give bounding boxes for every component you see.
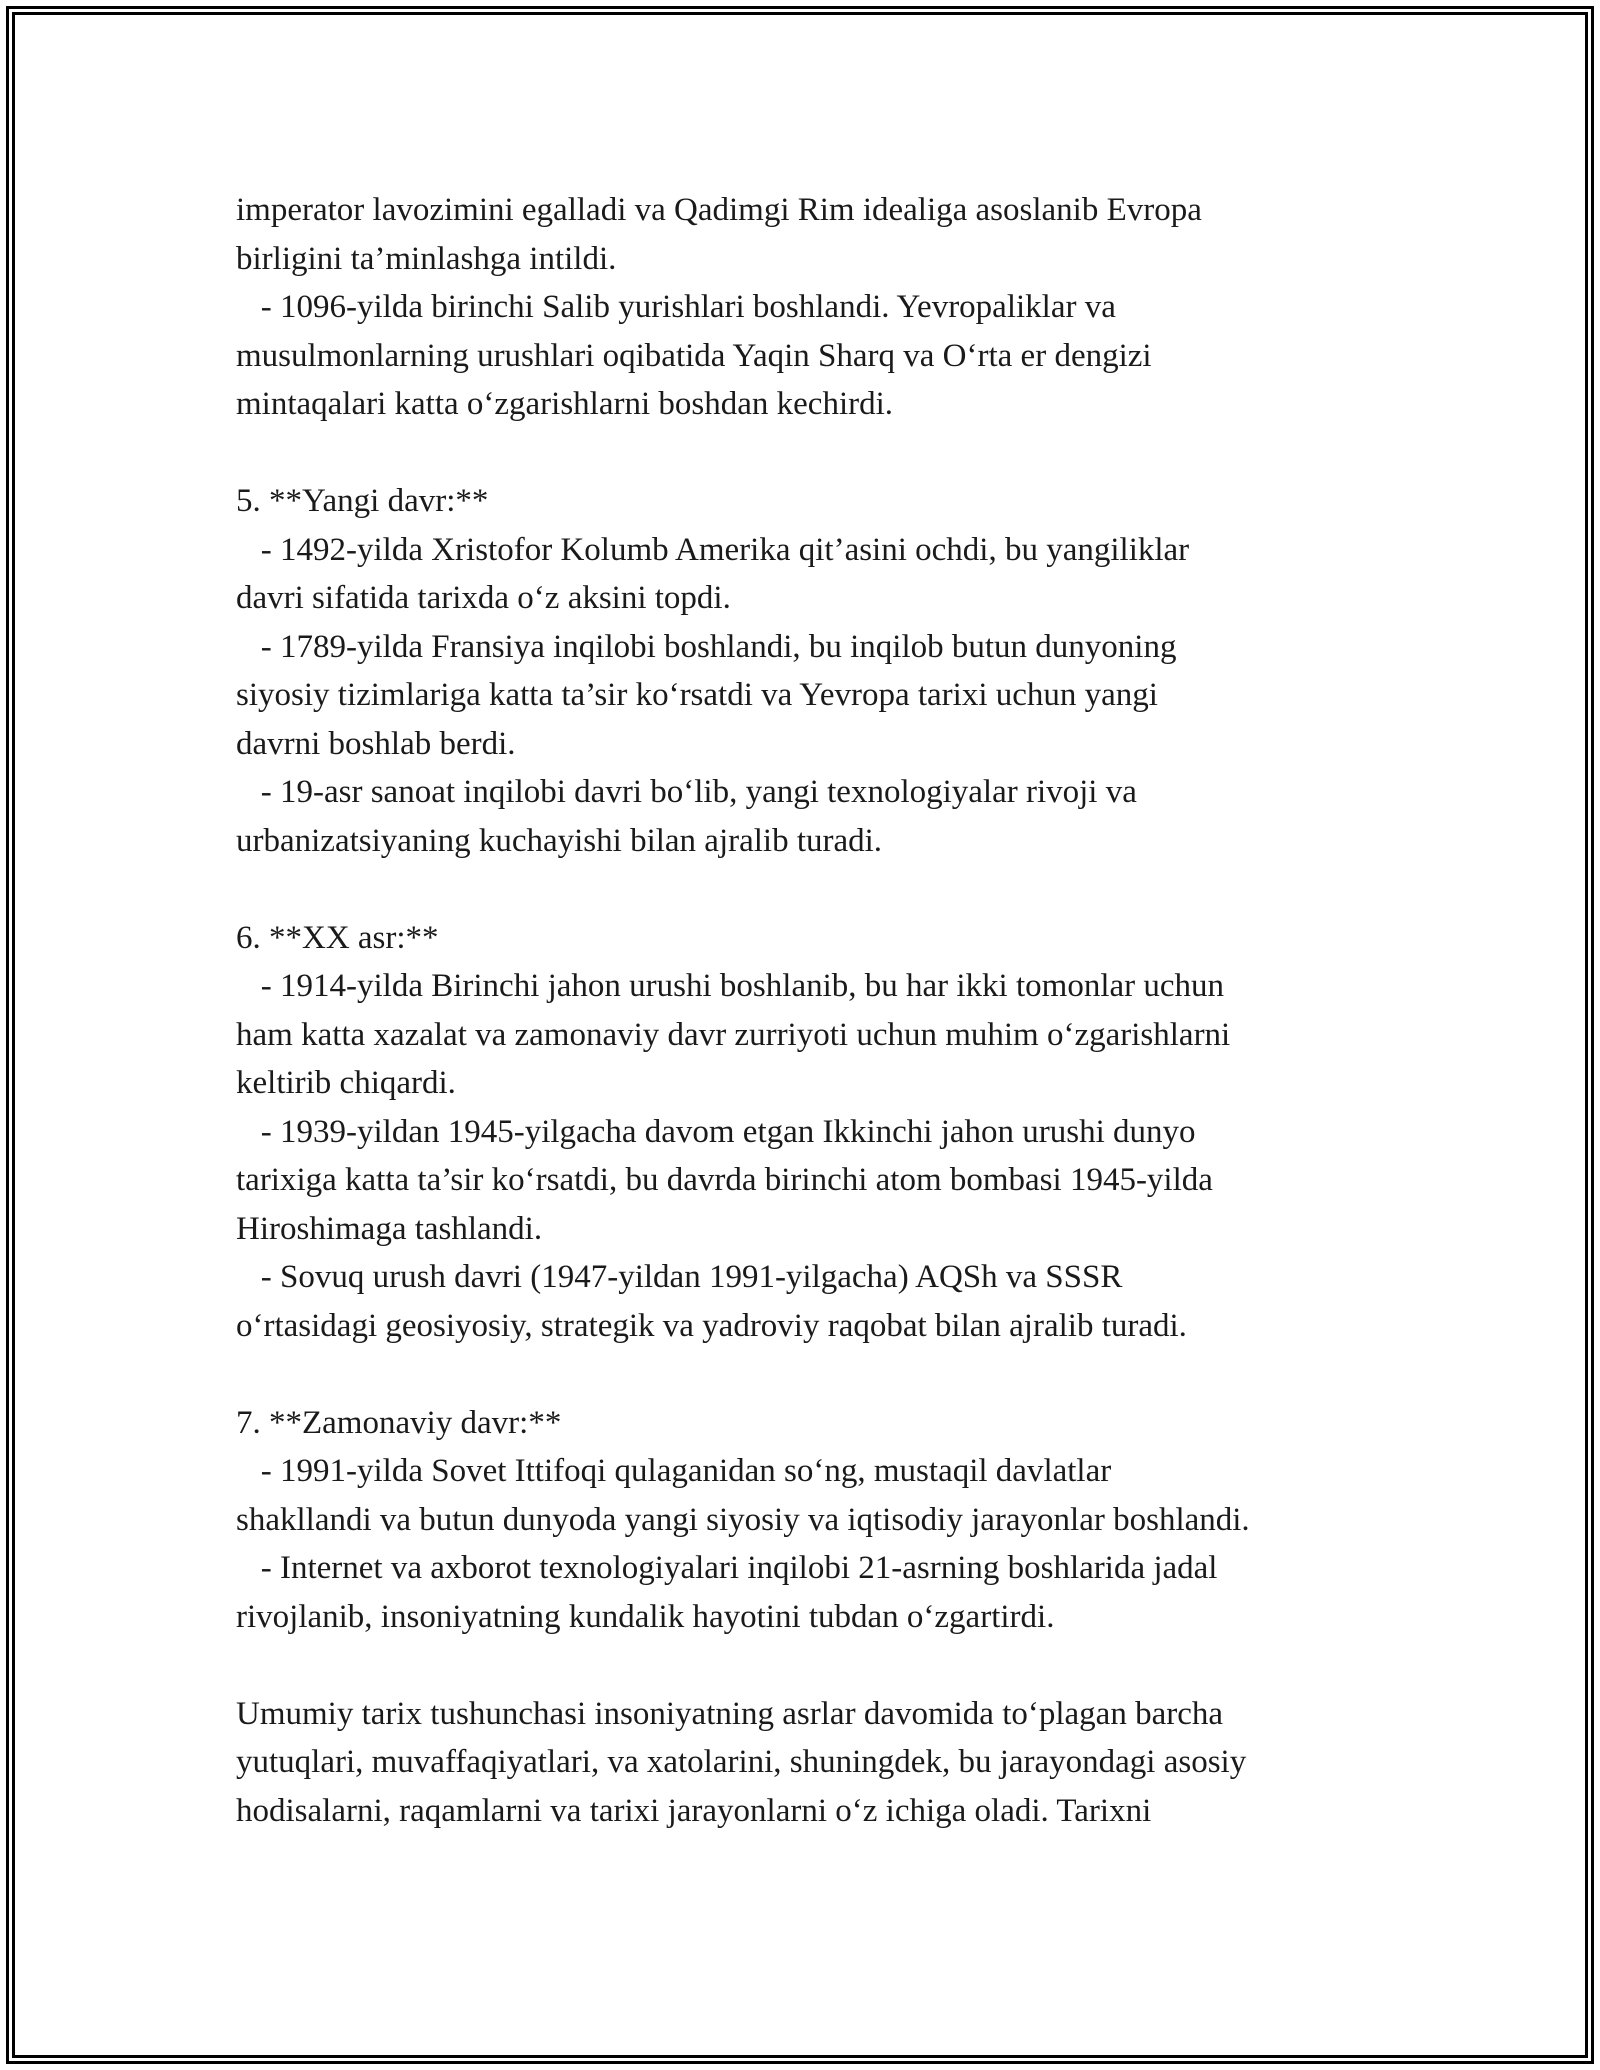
text-line: hodisalarni, raqamlarni va tarixi jarayonlarni o‘z ichiga oladi. Tarixni bbox=[236, 1792, 1152, 1829]
blank-line bbox=[236, 1641, 1406, 1690]
text-line: yutuqlari, muvaffaqiyatlari, va xatolarini, shuningdek, bu jarayondagi asosiy bbox=[236, 1744, 1247, 1780]
text-line: - 1991-yilda Sovet Ittifoqi qulaganidan so‘ng, mustaqil davlatlar bbox=[236, 1453, 1112, 1489]
text-line: imperator lavozimini egalladi va Qadimgi Rim idealiga asoslanib Evropa bbox=[236, 192, 1202, 228]
text-line: - 1096-yilda birinchi Salib yurishlari boshlandi. Yevropaliklar va bbox=[236, 289, 1116, 325]
text-line: - 19-asr sanoat inqilobi davri bo‘lib, yangi texnologiyalar rivoji va bbox=[236, 774, 1137, 810]
blank-line bbox=[236, 865, 1406, 914]
text-line: 7. **Zamonaviy davr:** bbox=[236, 1404, 562, 1441]
text-line: 5. **Yangi davr:** bbox=[236, 483, 489, 519]
text-line: Umumiy tarix tushunchasi insoniyatning asrlar davomida to‘plagan barcha bbox=[236, 1695, 1224, 1732]
text-line: mintaqalari katta o‘zgarishlarni boshdan kechirdi. bbox=[236, 386, 894, 422]
blank-line bbox=[236, 1350, 1406, 1399]
text-line: musulmonlarning urushlari oqibatida Yaqin Sharq va O‘rta er dengizi bbox=[236, 337, 1152, 374]
text-line: - Sovuq urush davri (1947-yildan 1991-yilgacha) AQSh va SSSR bbox=[236, 1259, 1123, 1295]
text-line: urbanizatsiyaning kuchayishi bilan ajralib turadi. bbox=[236, 822, 883, 859]
text-line: Hiroshimaga tashlandi. bbox=[236, 1210, 543, 1247]
text-line: - 1789-yilda Fransiya inqilobi boshlandi, bu inqilob butun dunyoning bbox=[236, 628, 1177, 665]
text-line: - Internet va axborot texnologiyalari inqilobi 21-asrning boshlarida jadal bbox=[236, 1550, 1218, 1586]
text-line: rivojlanib, insoniyatning kundalik hayotini tubdan o‘zgartirdi. bbox=[236, 1598, 1055, 1635]
text-line: siyosiy tizimlariga katta ta’sir ko‘rsatdi va Yevropa tarixi uchun yangi bbox=[236, 677, 1158, 713]
text-line: shakllandi va butun dunyoda yangi siyosiy va iqtisodiy jarayonlar boshlandi. bbox=[236, 1501, 1250, 1538]
text-line: davri sifatida tarixda o‘z aksini topdi. bbox=[236, 580, 731, 616]
text-line: - 1939-yildan 1945-yilgacha davom etgan Ikkinchi jahon urushi dunyo bbox=[236, 1113, 1196, 1150]
text-line: birligini ta’minlashga intildi. bbox=[236, 240, 617, 277]
text-line: 6. **XX asr:** bbox=[236, 919, 439, 956]
text-line: - 1492-yilda Xristofor Kolumb Amerika qit’asini ochdi, bu yangiliklar bbox=[236, 531, 1190, 568]
text-line: o‘rtasidagi geosiyosiy, strategik va yadroviy raqobat bilan ajralib turadi. bbox=[236, 1307, 1187, 1344]
blank-line bbox=[236, 429, 1406, 478]
text-line: davrni boshlab berdi. bbox=[236, 725, 516, 762]
text-line: ham katta xazalat va zamonaviy davr zurriyoti uchun muhim o‘zgarishlarni bbox=[236, 1016, 1231, 1053]
text-line: - 1914-yilda Birinchi jahon urushi boshlanib, bu har ikki tomonlar uchun bbox=[236, 968, 1225, 1004]
text-line: keltirib chiqardi. bbox=[236, 1065, 456, 1101]
text-line: tarixiga katta ta’sir ko‘rsatdi, bu davrda birinchi atom bombasi 1945-yilda bbox=[236, 1162, 1213, 1198]
document-text-body bbox=[236, 186, 1406, 1835]
